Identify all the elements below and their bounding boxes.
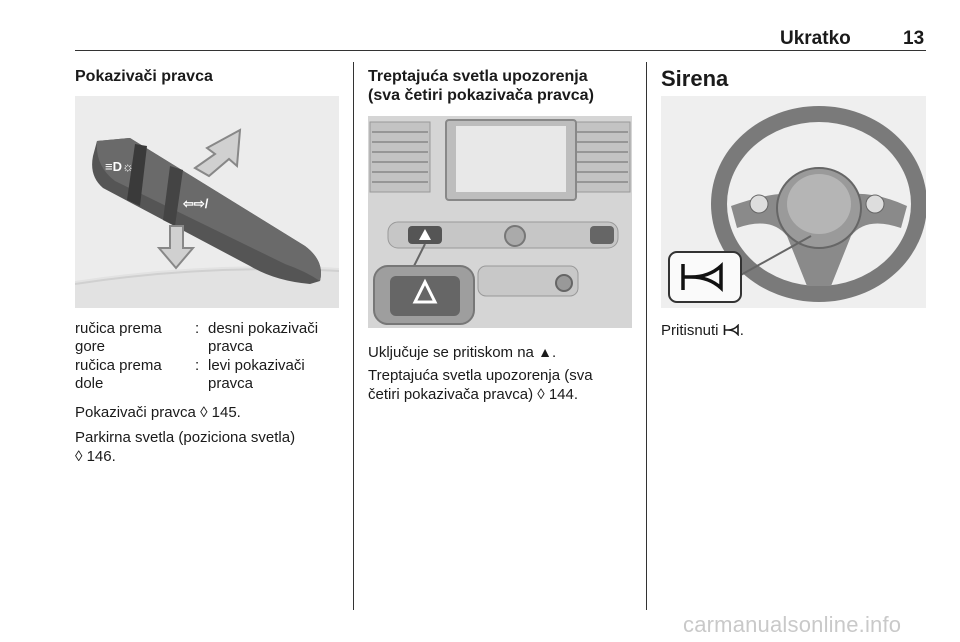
paragraph-hazard-press: Uključuje se pritiskom na ▲. bbox=[368, 344, 557, 361]
page-reference-link[interactable]: 144. bbox=[548, 386, 579, 403]
column-divider-1 bbox=[353, 62, 354, 610]
hazard-switch-illustration bbox=[368, 116, 632, 328]
definition-desc-1: desni pokazivači pravca bbox=[208, 320, 319, 355]
section-title-horn: Sirena bbox=[661, 66, 729, 91]
svg-text:⇦⇨/: ⇦⇨/ bbox=[183, 196, 209, 211]
running-header-title: Ukratko bbox=[780, 28, 851, 49]
paragraph-horn-press: Pritisnuti . bbox=[661, 322, 744, 339]
definition-term-2: ručica prema dole bbox=[75, 357, 162, 392]
page-reference-link[interactable]: 145. bbox=[211, 404, 241, 421]
definition-colon-2: : bbox=[195, 357, 200, 374]
svg-text:≡D☼: ≡D☼ bbox=[105, 159, 134, 174]
reference-arrow-icon: ◊ bbox=[75, 448, 83, 465]
reference-arrow-icon: ◊ bbox=[537, 386, 545, 403]
section-title-turn-signals: Pokazivači pravca bbox=[75, 68, 213, 85]
steering-wheel-horn-illustration bbox=[661, 96, 926, 308]
turn-signal-lever-illustration bbox=[75, 96, 339, 308]
hazard-triangle-icon: ▲ bbox=[538, 344, 552, 360]
watermark: carmanualsonline.info bbox=[683, 612, 902, 637]
paragraph-hazard-ref: Treptajuća svetla upozorenja (sva četiri pokazivača pravca) ◊ 144. bbox=[368, 367, 593, 403]
page-reference-link[interactable]: 146. bbox=[86, 448, 116, 465]
definition-colon-1: : bbox=[195, 320, 200, 337]
paragraph-turn-signals-ref: Pokazivači pravca ◊ 145. bbox=[75, 404, 241, 421]
paragraph-parking-lights: Parkirna svetla (poziciona svetla) ◊ 146. bbox=[75, 429, 296, 465]
definition-term-1: ručica prema gore bbox=[75, 320, 162, 355]
horn-icon bbox=[723, 324, 740, 336]
reference-arrow-icon: ◊ bbox=[200, 404, 208, 421]
definition-desc-2: levi pokazivači pravca bbox=[208, 357, 305, 392]
page-number: 13 bbox=[903, 28, 925, 49]
header-rule bbox=[75, 50, 926, 51]
column-divider-2 bbox=[646, 62, 647, 610]
section-title-hazard-lights: Treptajuća svetla upozorenja (sva četiri pokazivača pravca) bbox=[368, 68, 594, 104]
